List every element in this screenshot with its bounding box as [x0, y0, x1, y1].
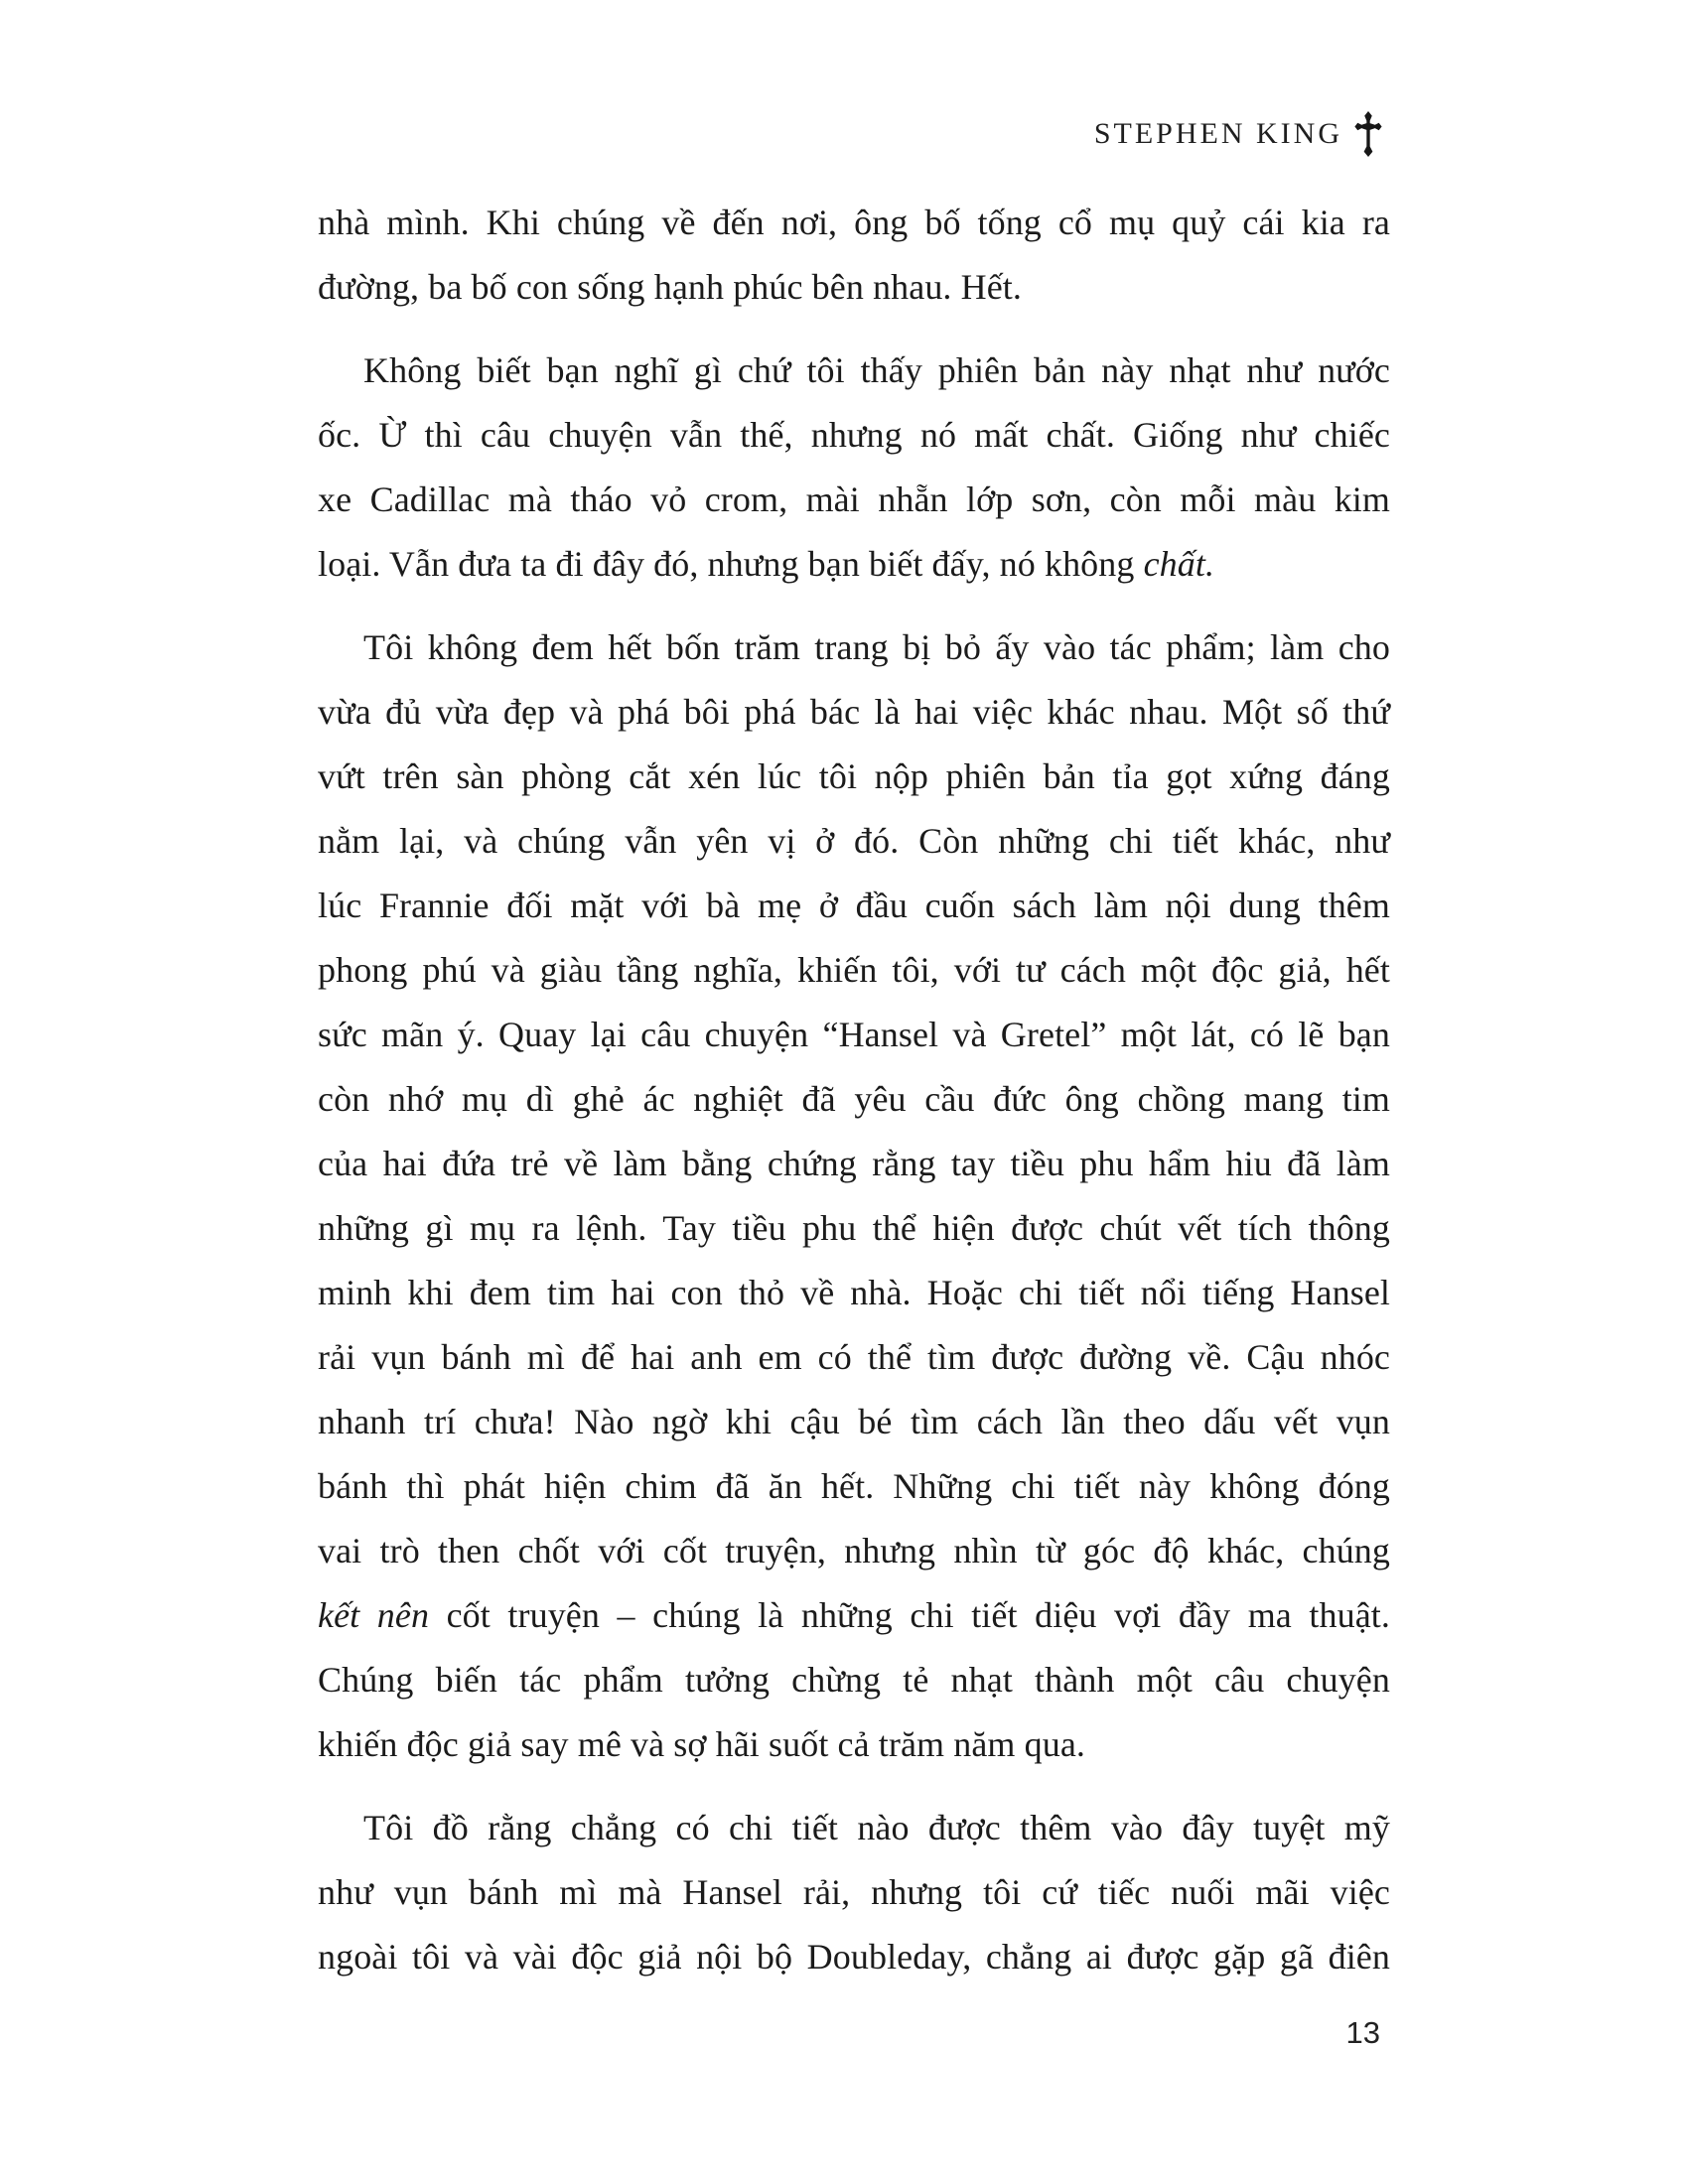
text-segment: nằm lại, và chúng vẫn yên vị ở đó. Còn những chi tiết khác, như [318, 821, 1390, 861]
body-line [318, 339, 1390, 403]
text-segment: ốc. Ừ thì câu chuyện vẫn thế, nhưng nó mất chất. Giống như chiếc [318, 415, 1390, 455]
text-segment: loại. Vẫn đưa ta đi đây đó, nhưng bạn biết đấy, nó không [318, 544, 1144, 584]
body-line [318, 1796, 1390, 1860]
text-segment: ngoài tôi và vài độc giả nội bộ Doubleday, chẳng ai được gặp gã điên [318, 1937, 1390, 1977]
body-line [318, 1067, 1390, 1132]
italic-text: chất. [1143, 544, 1215, 584]
body-line [318, 1325, 1390, 1390]
text-segment: sức mãn ý. Quay lại câu chuyện “Hansel và Gretel” một lát, có lẽ bạn [318, 1015, 1390, 1054]
body-line [318, 403, 1390, 468]
paragraph [318, 191, 1390, 320]
body-line [318, 809, 1390, 874]
body-line [318, 532, 1390, 597]
body-line [318, 1003, 1390, 1067]
text-segment: phong phú và giàu tầng nghĩa, khiến tôi, với tư cách một độc giả, hết [318, 950, 1390, 990]
text-segment: nhanh trí chưa! Nào ngờ khi cậu bé tìm cách lần theo dấu vết vụn [318, 1402, 1390, 1441]
paragraph [318, 339, 1390, 597]
paragraph [318, 615, 1390, 1777]
body-line [318, 1712, 1390, 1777]
text-segment: như vụn bánh mì mà Hansel rải, nhưng tôi cứ tiếc nuối mãi việc [318, 1872, 1390, 1912]
body-line [318, 1519, 1390, 1583]
text-segment: vai trò then chốt với cốt truyện, nhưng nhìn từ góc độ khác, chúng [318, 1531, 1390, 1570]
body-line [318, 1196, 1390, 1261]
body-line [318, 1583, 1390, 1648]
header-author-label: STEPHEN KING [1093, 117, 1342, 150]
text-segment: vừa đủ vừa đẹp và phá bôi phá bác là hai việc khác nhau. Một số thứ [318, 692, 1390, 732]
text-segment: nhà mình. Khi chúng về đến nơi, ông bố tống cổ mụ quỷ cái kia ra [318, 203, 1390, 242]
text-segment: Tôi không đem hết bốn trăm trang bị bỏ ấy vào tác phẩm; làm cho [363, 627, 1390, 667]
text-segment: Chúng biến tác phẩm tưởng chừng tẻ nhạt thành một câu chuyện [318, 1660, 1390, 1700]
text-segment: đường, ba bố con sống hạnh phúc bên nhau. Hết. [318, 267, 1023, 307]
body-line [318, 1648, 1390, 1712]
body-line [318, 615, 1390, 680]
text-segment: rải vụn bánh mì để hai anh em có thể tìm được đường về. Cậu nhóc [318, 1337, 1390, 1377]
italic-text: kết nên [318, 1595, 430, 1635]
body-line [318, 191, 1390, 255]
paragraph [318, 1796, 1390, 1989]
body-line [318, 745, 1390, 809]
text-segment: Không biết bạn nghĩ gì chứ tôi thấy phiên bản này nhạt như nước [363, 350, 1390, 390]
text-segment: lúc Frannie đối mặt với bà mẹ ở đầu cuốn sách làm nội dung thêm [318, 886, 1390, 925]
text-segment: những gì mụ ra lệnh. Tay tiều phu thể hiện được chút vết tích thông [318, 1208, 1390, 1248]
running-header [1094, 111, 1382, 157]
body-line [318, 468, 1390, 532]
page-number: 13 [1345, 2015, 1380, 2050]
text-segment: minh khi đem tim hai con thỏ về nhà. Hoặc chi tiết nổi tiếng Hansel [318, 1273, 1390, 1312]
body-line [318, 680, 1390, 745]
text-segment: vứt trên sàn phòng cắt xén lúc tôi nộp phiên bản tỉa gọt xứng đáng [318, 756, 1390, 796]
body-line [318, 255, 1390, 320]
text-segment: còn nhớ mụ dì ghẻ ác nghiệt đã yêu cầu đức ông chồng mang tim [318, 1079, 1390, 1119]
body-line [318, 1925, 1390, 1989]
body-line [318, 1860, 1390, 1925]
text-segment: của hai đứa trẻ về làm bằng chứng rằng tay tiều phu hẩm hiu đã làm [318, 1144, 1390, 1183]
body-line [318, 1132, 1390, 1196]
text-segment: cốt truyện – chúng là những chi tiết diệu vợi đầy ma thuật. [429, 1595, 1390, 1635]
text-segment: xe Cadillac mà tháo vỏ crom, mài nhẵn lớp sơn, còn mỗi màu kim [318, 479, 1390, 519]
ornate-cross-icon [1354, 111, 1382, 157]
body-line [318, 1261, 1390, 1325]
body-line [318, 874, 1390, 938]
body-line [318, 1454, 1390, 1519]
body-line [318, 1390, 1390, 1454]
text-segment: khiến độc giả say mê và sợ hãi suốt cả trăm năm qua. [318, 1724, 1086, 1764]
text-segment: bánh thì phát hiện chim đã ăn hết. Những chi tiết này không đóng [318, 1466, 1390, 1506]
body-line [318, 938, 1390, 1003]
body-text [318, 191, 1390, 1989]
text-segment: Tôi đồ rằng chẳng có chi tiết nào được thêm vào đây tuyệt mỹ [363, 1808, 1390, 1847]
